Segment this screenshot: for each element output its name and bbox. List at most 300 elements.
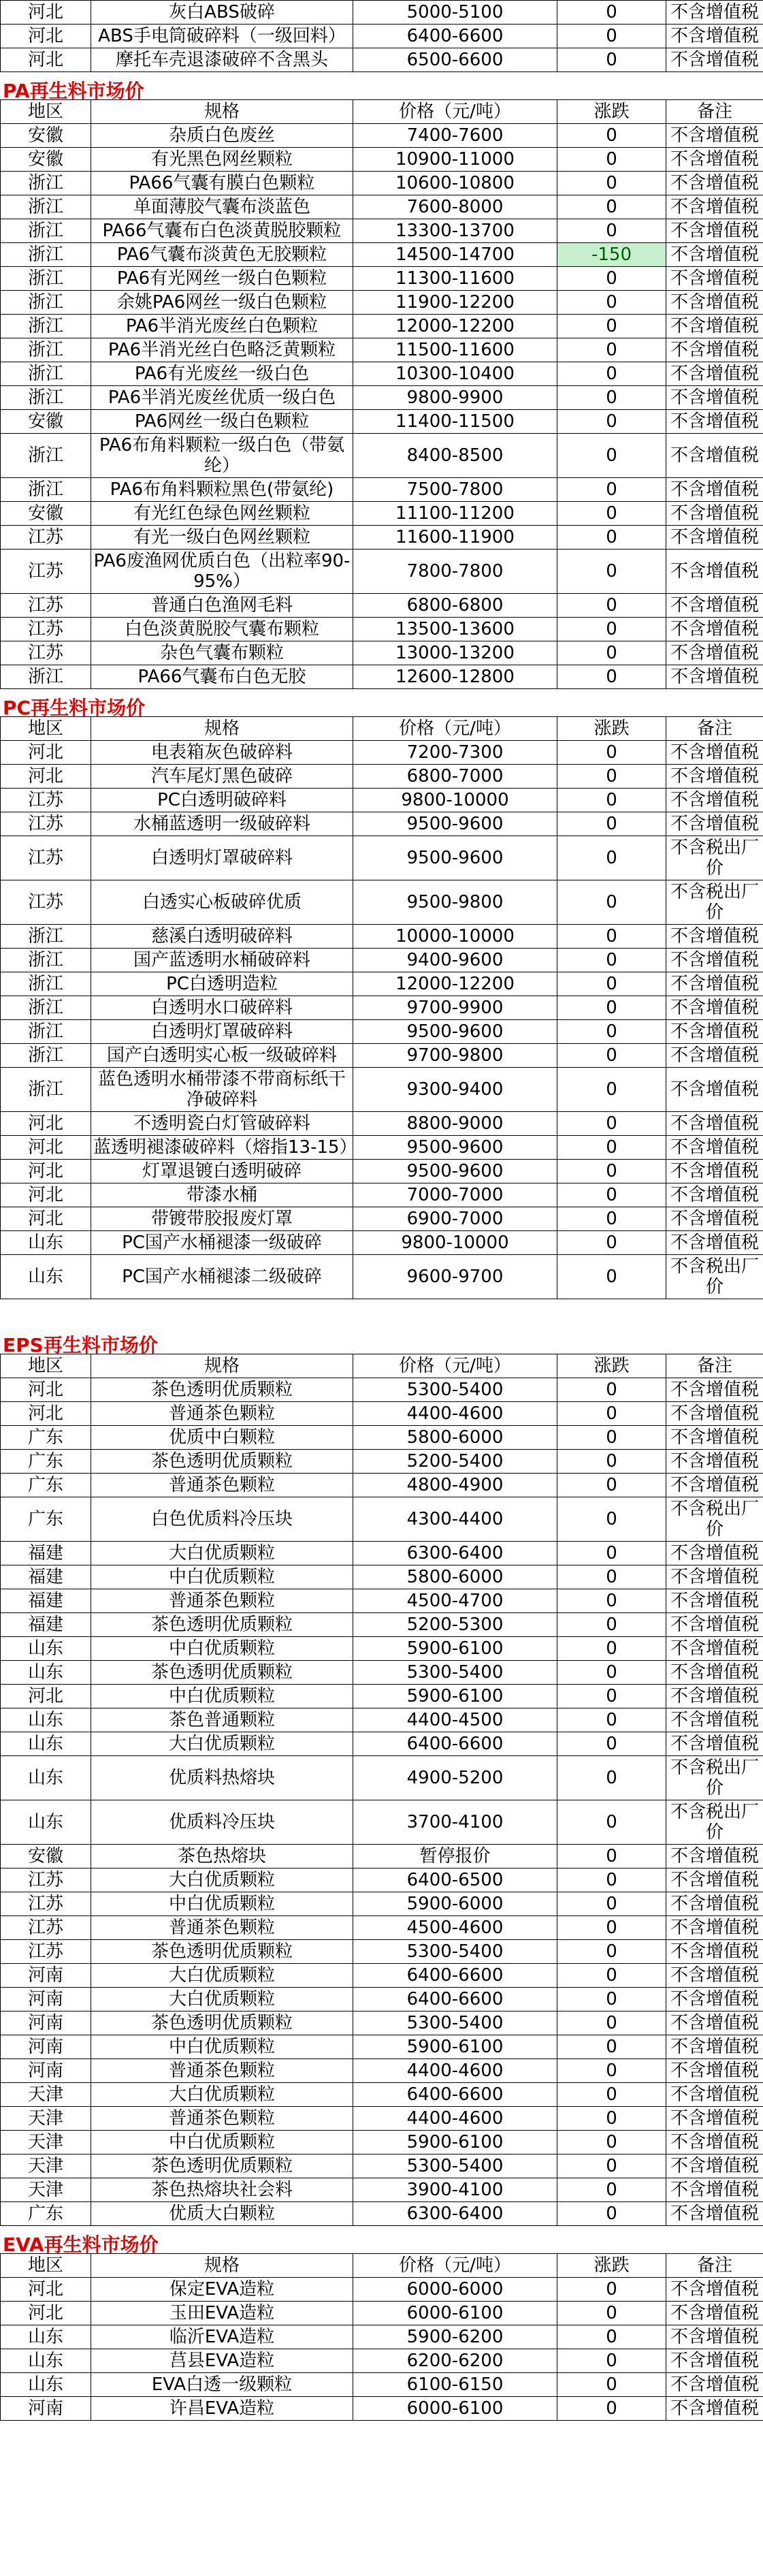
- cell-note: 不含税出厂价: [666, 880, 763, 925]
- cell-note: 不含增值税: [666, 1869, 763, 1892]
- cell-change: 0: [557, 2059, 666, 2083]
- cell-region: 浙江: [1, 267, 91, 291]
- cell-change: 0: [557, 148, 666, 172]
- cell-price: 9500-9800: [353, 880, 557, 925]
- cell-price: 9800-9900: [353, 386, 557, 410]
- cell-region: 广东: [1, 1474, 91, 1497]
- cell-region: 河北: [1, 1183, 91, 1207]
- table-row: [1, 1183, 763, 1207]
- cell-spec: PA6网丝一级白色颗粒: [91, 410, 353, 434]
- table-row: [1, 1402, 763, 1426]
- cell-region: 河北: [1, 741, 91, 765]
- cell-note: 不含增值税: [666, 1474, 763, 1497]
- cell-note: 不含增值税: [666, 2397, 763, 2421]
- cell-note: 不含增值税: [666, 2011, 763, 2035]
- cell-region: 江苏: [1, 880, 91, 925]
- cell-change: 0: [557, 1378, 666, 1402]
- cell-spec: 茶色普通颗粒: [91, 1708, 353, 1732]
- cell-note: 不含增值税: [666, 1450, 763, 1474]
- cell-price: 6000-6000: [353, 2278, 557, 2302]
- cell-note: 不含增值税: [666, 550, 763, 594]
- cell-region: 浙江: [1, 665, 91, 689]
- cell-change: 0: [557, 25, 666, 48]
- cell-spec: PA6布角料颗粒黑色(带氨纶): [91, 478, 353, 502]
- cell-change: 0: [557, 1426, 666, 1450]
- cell-spec: PA6有光废丝一级白色: [91, 362, 353, 386]
- cell-region: 浙江: [1, 338, 91, 362]
- cell-region: 浙江: [1, 362, 91, 386]
- cell-price: 5800-6000: [353, 1565, 557, 1589]
- cell-price: 6200-6200: [353, 2349, 557, 2373]
- cell-price: 5900-6100: [353, 1685, 557, 1708]
- cell-price: 9500-9600: [353, 1020, 557, 1044]
- cell-spec: PC国产水桶褪漆一级破碎: [91, 1231, 353, 1255]
- cell-note: 不含增值税: [666, 1231, 763, 1255]
- cell-region: 天津: [1, 2083, 91, 2107]
- cell-change: 0: [557, 550, 666, 594]
- table-row: [1, 1637, 763, 1661]
- cell-note: 不含增值税: [666, 502, 763, 526]
- cell-spec: PA6布角料颗粒一级白色（带氨纶）: [91, 434, 353, 478]
- cell-region: 天津: [1, 2107, 91, 2131]
- cell-spec: 优质中白颗粒: [91, 1426, 353, 1450]
- cell-note: 不含增值税: [666, 2178, 763, 2202]
- cell-region: 江苏: [1, 1916, 91, 1940]
- table-row: [1, 2325, 763, 2349]
- table-row: [1, 1916, 763, 1940]
- cell-region: 浙江: [1, 195, 91, 219]
- cell-spec: 蓝透明褪漆破碎料（熔指13-15）: [91, 1136, 353, 1160]
- cell-region: 浙江: [1, 972, 91, 996]
- cell-change: 0: [557, 1940, 666, 1964]
- cell-region: 河北: [1, 1112, 91, 1136]
- cell-change: 0: [557, 996, 666, 1020]
- cell-price: 6500-6600: [353, 48, 557, 72]
- table-row: [1, 386, 763, 410]
- cell-note: 不含增值税: [666, 1020, 763, 1044]
- cell-price: 5300-5400: [353, 2011, 557, 2035]
- cell-change: 0: [557, 2011, 666, 2035]
- cell-region: 浙江: [1, 1020, 91, 1044]
- abs-continued-table: [0, 0, 763, 72]
- cell-spec: 中白优质颗粒: [91, 1685, 353, 1708]
- cell-price: 5900-6100: [353, 2131, 557, 2154]
- table-row: [1, 124, 763, 148]
- cell-region: 河南: [1, 1988, 91, 2011]
- cell-note: 不含增值税: [666, 148, 763, 172]
- cell-price: 11600-11900: [353, 526, 557, 550]
- table-row: [1, 2178, 763, 2202]
- cell-price: 6400-6600: [353, 25, 557, 48]
- cell-price: 11900-12200: [353, 291, 557, 315]
- cell-region: 江苏: [1, 812, 91, 836]
- table-row: [1, 1450, 763, 1474]
- cell-change: 0: [557, 172, 666, 195]
- cell-spec: 白透明灯罩破碎料: [91, 1020, 353, 1044]
- cell-spec: 白透明水口破碎料: [91, 996, 353, 1020]
- cell-price: 9700-9800: [353, 1044, 557, 1068]
- cell-price: 5300-5400: [353, 1378, 557, 1402]
- cell-change: 0: [557, 386, 666, 410]
- cell-region: 福建: [1, 1589, 91, 1613]
- cell-region: 山东: [1, 2325, 91, 2349]
- cell-price: 9800-10000: [353, 1231, 557, 1255]
- cell-price: 10300-10400: [353, 362, 557, 386]
- cell-price: 9400-9600: [353, 949, 557, 972]
- cell-price: 6800-7000: [353, 765, 557, 789]
- header-change: 涨跌: [557, 1354, 666, 1378]
- cell-region: 河北: [1, 48, 91, 72]
- table-row: [1, 1207, 763, 1231]
- cell-spec: 优质大白颗粒: [91, 2202, 353, 2226]
- cell-spec: PC白透明造粒: [91, 972, 353, 996]
- cell-region: 广东: [1, 1497, 91, 1542]
- cell-price: 5900-6200: [353, 2325, 557, 2349]
- cell-note: 不含增值税: [666, 1589, 763, 1613]
- cell-price: 6300-6400: [353, 1542, 557, 1565]
- cell-note: 不含增值税: [666, 1207, 763, 1231]
- cell-region: 河南: [1, 2059, 91, 2083]
- table-row: [1, 1732, 763, 1756]
- cell-change: 0: [557, 1637, 666, 1661]
- cell-price: 9800-10000: [353, 789, 557, 812]
- header-region: 地区: [1, 717, 91, 741]
- table-row: [1, 1845, 763, 1869]
- cell-change: 0: [557, 2325, 666, 2349]
- cell-note: 不含增值税: [666, 2373, 763, 2397]
- cell-price: 7200-7300: [353, 741, 557, 765]
- cell-note: 不含增值税: [666, 362, 763, 386]
- table-row: [1, 1964, 763, 1988]
- cell-note: 不含增值税: [666, 665, 763, 689]
- cell-note: 不含增值税: [666, 1160, 763, 1183]
- cell-region: 广东: [1, 2202, 91, 2226]
- table-row: [1, 925, 763, 949]
- table-row: [1, 996, 763, 1020]
- table-row: [1, 1474, 763, 1497]
- table-row: [1, 789, 763, 812]
- cell-note: 不含增值税: [666, 267, 763, 291]
- cell-region: 江苏: [1, 836, 91, 880]
- table-row: [1, 478, 763, 502]
- cell-change: 0: [557, 1450, 666, 1474]
- cell-note: 不含增值税: [666, 765, 763, 789]
- cell-change: 0: [557, 1964, 666, 1988]
- cell-spec: PA6半消光废丝白色颗粒: [91, 315, 353, 338]
- cell-spec: 杂质白色废丝: [91, 124, 353, 148]
- cell-note: 不含增值税: [666, 1426, 763, 1450]
- cell-note: 不含增值税: [666, 1685, 763, 1708]
- cell-change: 0: [557, 1916, 666, 1940]
- cell-price: 10000-10000: [353, 925, 557, 949]
- cell-price: 5300-5400: [353, 2154, 557, 2178]
- cell-change: 0: [557, 949, 666, 972]
- cell-change: 0: [557, 2278, 666, 2302]
- cell-change: 0: [557, 1136, 666, 1160]
- table-row: [1, 836, 763, 880]
- cell-price: 9300-9400: [353, 1068, 557, 1112]
- table-row: [1, 1800, 763, 1845]
- cell-price: 5300-5400: [353, 1661, 557, 1685]
- cell-region: 浙江: [1, 925, 91, 949]
- cell-price: 12000-12200: [353, 315, 557, 338]
- cell-note: 不含增值税: [666, 1637, 763, 1661]
- cell-note: 不含税出厂价: [666, 1497, 763, 1542]
- table-row: [1, 2154, 763, 2178]
- cell-spec: 普通茶色颗粒: [91, 1474, 353, 1497]
- header-spec: 规格: [91, 100, 353, 124]
- cell-change: 0: [557, 1845, 666, 1869]
- table-row: [1, 1589, 763, 1613]
- cell-spec: PC国产水桶褪漆二级破碎: [91, 1255, 353, 1299]
- cell-spec: 茶色透明优质颗粒: [91, 1450, 353, 1474]
- eva-price-table: [0, 2253, 763, 2421]
- cell-note: 不含增值税: [666, 2059, 763, 2083]
- cell-note: 不含增值税: [666, 478, 763, 502]
- cell-note: 不含增值税: [666, 1136, 763, 1160]
- table-row: [1, 362, 763, 386]
- cell-price: 9500-9600: [353, 1136, 557, 1160]
- cell-spec: PA6半消光丝白色略泛黄颗粒: [91, 338, 353, 362]
- table-row: [1, 219, 763, 243]
- cell-change: 0: [557, 641, 666, 665]
- cell-region: 河南: [1, 2397, 91, 2421]
- table-row: [1, 1068, 763, 1112]
- cell-price: 3700-4100: [353, 1800, 557, 1845]
- cell-note: 不含增值税: [666, 526, 763, 550]
- cell-spec: 慈溪白透明破碎料: [91, 925, 353, 949]
- header-note: 备注: [666, 2254, 763, 2278]
- cell-spec: 大白优质颗粒: [91, 1869, 353, 1892]
- cell-region: 福建: [1, 1613, 91, 1637]
- cell-spec: 优质料冷压块: [91, 1800, 353, 1845]
- cell-region: 江苏: [1, 1869, 91, 1892]
- cell-region: 河北: [1, 2302, 91, 2325]
- cell-change: 0: [557, 48, 666, 72]
- cell-price: 13300-13700: [353, 219, 557, 243]
- cell-region: 河北: [1, 1160, 91, 1183]
- cell-note: 不含税出厂价: [666, 836, 763, 880]
- cell-price: 9500-9600: [353, 812, 557, 836]
- cell-price: 5300-5400: [353, 1940, 557, 1964]
- cell-note: 不含增值税: [666, 949, 763, 972]
- table-row: [1, 1231, 763, 1255]
- cell-price: 6100-6150: [353, 2373, 557, 2397]
- table-row: [1, 267, 763, 291]
- cell-change: 0: [557, 478, 666, 502]
- cell-note: 不含增值税: [666, 1068, 763, 1112]
- header-spec: 规格: [91, 1354, 353, 1378]
- table-row: [1, 1136, 763, 1160]
- cell-note: 不含税出厂价: [666, 1255, 763, 1299]
- cell-region: 山东: [1, 1800, 91, 1845]
- cell-region: 河北: [1, 2278, 91, 2302]
- cell-note: 不含增值税: [666, 2278, 763, 2302]
- cell-spec: 优质料热熔块: [91, 1756, 353, 1800]
- header-spec: 规格: [91, 2254, 353, 2278]
- cell-region: 河南: [1, 1964, 91, 1988]
- cell-spec: 保定EVA造粒: [91, 2278, 353, 2302]
- cell-change: 0: [557, 2178, 666, 2202]
- header-note: 备注: [666, 717, 763, 741]
- cell-spec: 电表箱灰色破碎料: [91, 741, 353, 765]
- cell-spec: 不透明瓷白灯管破碎料: [91, 1112, 353, 1136]
- cell-region: 河北: [1, 765, 91, 789]
- table-row: [1, 1708, 763, 1732]
- cell-change: 0: [557, 618, 666, 641]
- cell-spec: PA66气囊布白色淡黄脱胶颗粒: [91, 219, 353, 243]
- cell-change: 0: [557, 1542, 666, 1565]
- cell-region: 天津: [1, 2178, 91, 2202]
- cell-spec: 茶色透明优质颗粒: [91, 1661, 353, 1685]
- cell-region: 山东: [1, 1255, 91, 1299]
- cell-spec: 临沂EVA造粒: [91, 2325, 353, 2349]
- table-row: [1, 2107, 763, 2131]
- cell-price: 6400-6600: [353, 1988, 557, 2011]
- cell-spec: 中白优质颗粒: [91, 1637, 353, 1661]
- cell-region: 江苏: [1, 1892, 91, 1916]
- cell-spec: 许昌EVA造粒: [91, 2397, 353, 2421]
- table-row: [1, 665, 763, 689]
- cell-change: 0: [557, 1565, 666, 1589]
- cell-note: 不含增值税: [666, 996, 763, 1020]
- cell-note: 不含增值税: [666, 741, 763, 765]
- eps-section-title: EPS再生料市场价: [3, 1334, 158, 1356]
- header-change: 涨跌: [557, 100, 666, 124]
- cell-change: 0: [557, 1044, 666, 1068]
- table-row: [1, 2302, 763, 2325]
- header-change: 涨跌: [557, 717, 666, 741]
- cell-change: 0: [557, 594, 666, 618]
- cell-change: 0: [557, 880, 666, 925]
- cell-price: 8400-8500: [353, 434, 557, 478]
- cell-change: 0: [557, 434, 666, 478]
- cell-change: 0: [557, 1589, 666, 1613]
- cell-change: 0: [557, 2302, 666, 2325]
- cell-spec: 普通茶色颗粒: [91, 2059, 353, 2083]
- cell-note: 不含增值税: [666, 219, 763, 243]
- cell-price: 4400-4600: [353, 2059, 557, 2083]
- table-row: [1, 291, 763, 315]
- cell-spec: PA6半消光废丝优质一级白色: [91, 386, 353, 410]
- cell-note: 不含增值税: [666, 789, 763, 812]
- cell-price: 9700-9900: [353, 996, 557, 1020]
- cell-note: 不含增值税: [666, 641, 763, 665]
- cell-change: 0: [557, 2035, 666, 2059]
- cell-spec: 有光一级白色网丝颗粒: [91, 526, 353, 550]
- cell-spec: 带镀带胶报废灯罩: [91, 1207, 353, 1231]
- cell-change: 0: [557, 665, 666, 689]
- table-row: [1, 1112, 763, 1136]
- cell-region: 河北: [1, 1207, 91, 1231]
- cell-note: 不含增值税: [666, 124, 763, 148]
- cell-spec: 大白优质颗粒: [91, 1988, 353, 2011]
- table-row: [1, 812, 763, 836]
- cell-note: 不含税出厂价: [666, 1756, 763, 1800]
- cell-note: 不含增值税: [666, 1964, 763, 1988]
- cell-note: 不含增值税: [666, 1183, 763, 1207]
- table-row: [1, 618, 763, 641]
- table-row: [1, 1892, 763, 1916]
- header-change: 涨跌: [557, 2254, 666, 2278]
- table-row: [1, 1, 763, 25]
- section-spacer: [0, 1299, 763, 1326]
- table-row: [1, 2131, 763, 2154]
- cell-price: 11100-11200: [353, 502, 557, 526]
- cell-change: 0: [557, 1732, 666, 1756]
- cell-price: 14500-14700: [353, 243, 557, 267]
- cell-region: 江苏: [1, 618, 91, 641]
- cell-spec: 水桶蓝透明一级破碎料: [91, 812, 353, 836]
- cell-note: 不含增值税: [666, 172, 763, 195]
- cell-note: 不含增值税: [666, 1044, 763, 1068]
- cell-price: 5900-6100: [353, 1637, 557, 1661]
- cell-change: 0: [557, 1708, 666, 1732]
- cell-spec: 普通茶色颗粒: [91, 1916, 353, 1940]
- cell-change: 0: [557, 1869, 666, 1892]
- cell-note: 不含增值税: [666, 1613, 763, 1637]
- cell-spec: 茶色透明优质颗粒: [91, 1613, 353, 1637]
- cell-price: 6300-6400: [353, 2202, 557, 2226]
- header-region: 地区: [1, 2254, 91, 2278]
- cell-change: 0: [557, 1661, 666, 1685]
- cell-region: 浙江: [1, 478, 91, 502]
- cell-spec: 有光黑色网丝颗粒: [91, 148, 353, 172]
- cell-change: 0: [557, 972, 666, 996]
- table-row: [1, 1497, 763, 1542]
- table-row: [1, 2202, 763, 2226]
- cell-note: 不含增值税: [666, 1, 763, 25]
- cell-region: 河北: [1, 1685, 91, 1708]
- cell-price: 9500-9600: [353, 836, 557, 880]
- header-price: 价格（元/吨）: [353, 100, 557, 124]
- cell-note: 不含增值税: [666, 2083, 763, 2107]
- cell-price: 9600-9700: [353, 1255, 557, 1299]
- cell-note: 不含增值税: [666, 195, 763, 219]
- cell-price: 6000-6100: [353, 2302, 557, 2325]
- cell-price: 7000-7000: [353, 1183, 557, 1207]
- cell-region: 江苏: [1, 641, 91, 665]
- cell-region: 浙江: [1, 949, 91, 972]
- table-row: [1, 410, 763, 434]
- cell-price: 11500-11600: [353, 338, 557, 362]
- cell-change: 0: [557, 1474, 666, 1497]
- cell-change: 0: [557, 765, 666, 789]
- table-row: [1, 1020, 763, 1044]
- cell-spec: 灰白ABS破碎: [91, 1, 353, 25]
- header-region: 地区: [1, 1354, 91, 1378]
- cell-spec: 大白优质颗粒: [91, 1732, 353, 1756]
- cell-spec: 单面薄胶气囊布淡蓝色: [91, 195, 353, 219]
- cell-region: 安徽: [1, 502, 91, 526]
- pc-price-table: [0, 716, 763, 1299]
- cell-spec: 普通茶色颗粒: [91, 1402, 353, 1426]
- cell-region: 山东: [1, 2349, 91, 2373]
- cell-region: 天津: [1, 2154, 91, 2178]
- cell-note: 不含增值税: [666, 25, 763, 48]
- cell-region: 河北: [1, 1, 91, 25]
- cell-change: 0: [557, 1613, 666, 1637]
- cell-region: 安徽: [1, 1845, 91, 1869]
- cell-note: 不含增值税: [666, 2131, 763, 2154]
- cell-region: 河北: [1, 1402, 91, 1426]
- cell-change: 0: [557, 1497, 666, 1542]
- cell-change: 0: [557, 2202, 666, 2226]
- table-row: [1, 1661, 763, 1685]
- cell-change: 0: [557, 291, 666, 315]
- pc-section-title: PC再生料市场价: [3, 697, 146, 719]
- cell-price: 6400-6600: [353, 2083, 557, 2107]
